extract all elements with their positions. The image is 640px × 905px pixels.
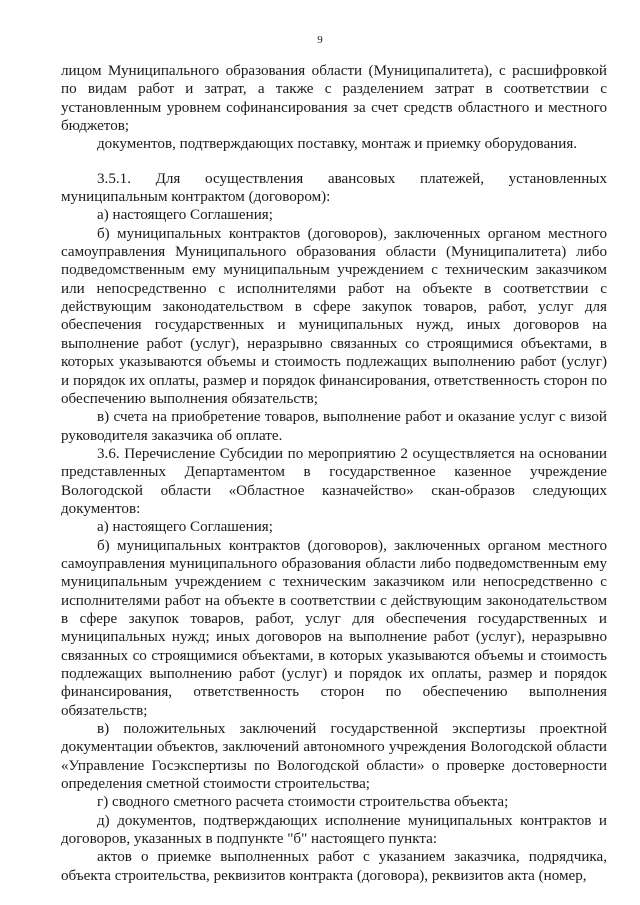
list-item-a: а) настоящего Соглашения; <box>97 207 273 224</box>
list-item-v: в) положительных заключений государственной экспертизы проектной документации объектов, заключений автономного учреждения Вологодской области «Управление Госэкспертизы по Вологодской области» о проверке достоверности определения сметной стоимости строительства; <box>61 721 607 793</box>
paragraph-continuation: лицом Муниципального образования области (Муниципалитета), с расшифровкой по видам работ и затрат, а также с разделением затрат в соответствии с установленным уровнем софинансирования за счет средств областного и местного бюджетов; <box>61 63 607 135</box>
list-item-v: в) счета на приобретение товаров, выполнение работ и оказание услуг с визой руководителя заказчика об оплате. <box>61 409 607 444</box>
page-number: 9 <box>317 34 323 46</box>
list-item-a: а) настоящего Соглашения; <box>97 519 273 536</box>
paragraph-acts: актов о приемке выполненных работ с указанием заказчика, подрядчика, объекта строительства, реквизитов контракта (договора), реквизитов акта (номер, <box>61 849 607 884</box>
paragraph-gap <box>61 154 607 170</box>
list-item-b: б) муниципальных контрактов (договоров), заключенных органом местного самоуправления Муниципального образования области (Муниципалитета) либо подведомственным ему муниципальным учреждением с техническим заказчиком или непосредственно с исполнителями работ на объекте в соответствии с действующим законодательством в сфере закупок товаров, работ, услуг для обеспечения государственных и муниципальных нужд, иных договоров на выполнение работ (услуг), неразрывно связанных со строящимися объектами, в которых указываются объемы и стоимость подлежащих выполнению работ (услуг) и порядок их оплаты, размер и порядок финансирования, ответственность сторон по обеспечению выполнения обязательств; <box>61 225 607 407</box>
list-item-b: б) муниципальных контрактов (договоров), заключенных органом местного самоуправления муниципального образования области либо подведомственным ему муниципальным учреждением с техническим заказчиком или непосредственно с исполнителями работ на объекте в соответствии с действующим законодательством в сфере закупок товаров, работ, услуг для обеспечения государственных и муниципальных нужд; иных договоров на выполнение работ (услуг), неразрывно связанных со строящимися объектами, в которых указываются объемы и стоимость подлежащих выполнению работ (услуг) и порядок их оплаты, размер и порядок финансирования, ответственность сторон по обеспечению выполнения обязательств; <box>61 537 607 719</box>
document-body <box>61 62 607 885</box>
paragraph-equipment-documents: документов, подтверждающих поставку, монтаж и приемку оборудования. <box>97 136 578 153</box>
list-item-g: г) сводного сметного расчета стоимости строительства объекта; <box>97 794 509 811</box>
list-item-d: д) документов, подтверждающих исполнение муниципальных контрактов и договоров, указанных в подпункте "б" настоящего пункта: <box>61 812 607 848</box>
paragraph-3-6: 3.6. Перечисление Субсидии по мероприятию 2 осуществляется на основании представленных Департаментом в государственное казенное учреждение Вологодской области «Областное казначейство» скан-образов следующих документов: <box>61 445 607 517</box>
paragraph-3-5-1: 3.5.1. Для осуществления авансовых платежей, установленных муниципальным контрактом (договором): <box>61 170 607 206</box>
